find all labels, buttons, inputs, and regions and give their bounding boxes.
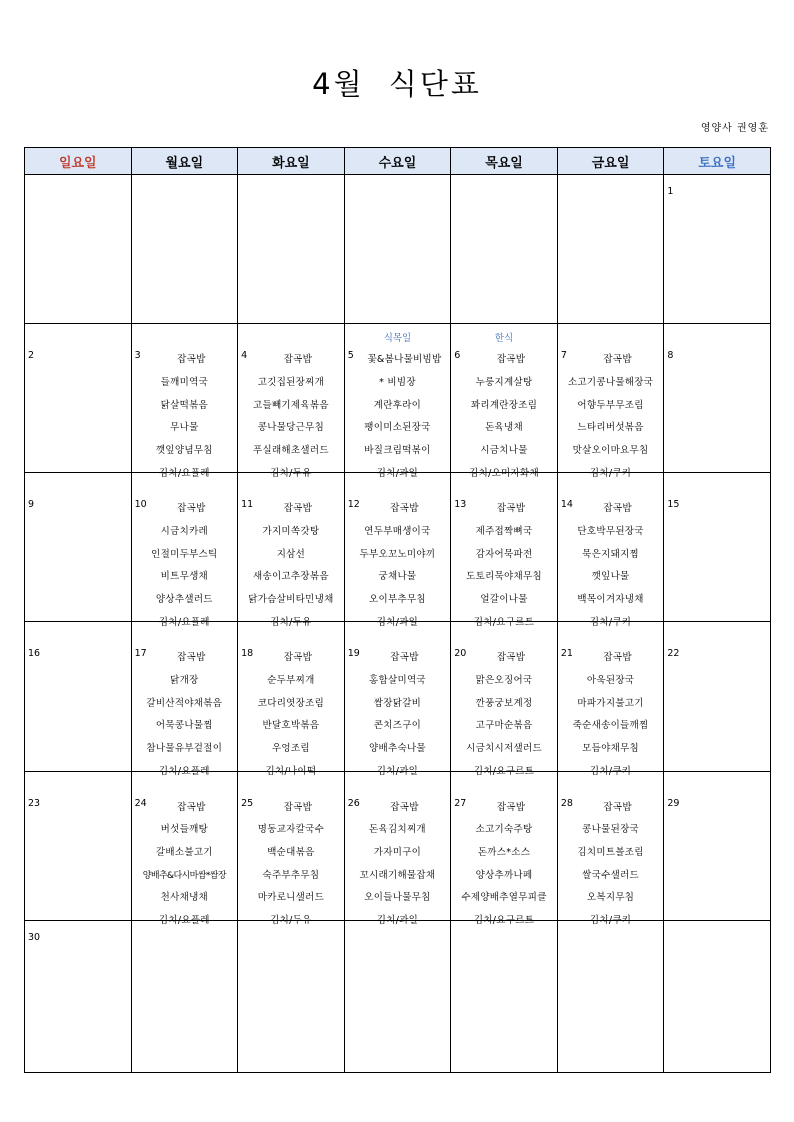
menu-item: 잡곡밥 (496, 503, 526, 515)
menu-item: 어묵콩나물찜 (155, 720, 213, 732)
day-cell-content (664, 473, 770, 621)
menu-item: 돈까스*소스 (477, 846, 531, 858)
menu-item: 제주접짝뼈국 (475, 525, 533, 537)
menu-item: 양배추숙나물 (369, 743, 426, 755)
menu-item: 잡곡밥 (283, 503, 313, 515)
menu-list (345, 647, 451, 783)
menu-item: 깻잎나물 (591, 571, 630, 583)
menu-item: 단호박무된장국 (577, 525, 644, 537)
day-cell (238, 920, 345, 1072)
menu-item: 모듬야채무침 (582, 743, 640, 755)
day-cell-content (238, 921, 344, 1072)
day-cell-content (451, 473, 557, 628)
day-number: 25 (241, 797, 254, 809)
menu-item: 참나물유부겉절이 (146, 743, 223, 755)
menu-item: 깻잎양념무침 (155, 444, 213, 456)
menu-item: 잡곡밥 (283, 354, 313, 366)
day-cell-content (451, 175, 557, 323)
menu-list (451, 647, 557, 783)
menu-item: 천사채냉채 (160, 892, 209, 904)
day-cell-content (345, 175, 451, 323)
menu-item: 우엉조림 (271, 743, 310, 755)
menu-item: 김치/쿠키 (589, 616, 632, 628)
day-cell (557, 920, 664, 1072)
menu-item: 양배추&다시마쌈*쌈장 (142, 870, 226, 881)
day-cell (25, 920, 132, 1072)
menu-item: 잡곡밥 (177, 503, 206, 515)
menu-item: 잡곡밥 (177, 801, 206, 813)
header-sunday: 일요일 (25, 148, 132, 175)
menu-item: 감자어묵파전 (475, 548, 533, 560)
day-number: 21 (560, 648, 573, 660)
menu-item: 가자미구이 (373, 846, 422, 858)
day-number: 17 (134, 648, 147, 660)
day-number: 23 (28, 797, 41, 809)
menu-item: 순두부찌개 (267, 675, 315, 687)
menu-item: 김치/쿠키 (589, 915, 632, 926)
day-cell (25, 473, 132, 622)
menu-list (132, 647, 238, 783)
menu-item: 맑은오징어국 (475, 675, 533, 687)
week-row (25, 920, 771, 1072)
menu-item: * 비빔장 (379, 376, 416, 388)
menu-list (345, 349, 451, 485)
day-cell-content (345, 324, 451, 479)
day-number: 5 (347, 350, 354, 362)
menu-item: 김치/과일 (376, 765, 419, 777)
menu-item: 꼬시래기해물잡채 (359, 869, 436, 881)
day-number: 4 (241, 350, 248, 362)
day-cell (451, 473, 558, 628)
week-row (25, 175, 771, 324)
day-cell (238, 622, 345, 777)
menu-item: 김치/요구르트 (473, 616, 535, 628)
menu-item: 백목이겨자냉채 (577, 594, 644, 606)
menu-item: 어향두부무조림 (577, 399, 644, 411)
day-cell-content (132, 473, 238, 628)
menu-item: 잡곡밥 (177, 652, 206, 664)
menu-item: 죽순새송이들깨찜 (572, 720, 649, 732)
day-cell-content (238, 772, 344, 926)
menu-item: 바질크림떡볶이 (364, 444, 431, 456)
day-cell (344, 324, 451, 479)
menu-item: 김치/요구르트 (473, 915, 535, 926)
day-cell-content (238, 175, 344, 323)
day-cell-content (664, 921, 770, 1072)
day-cell (25, 771, 132, 920)
day-number: 8 (667, 350, 674, 362)
menu-item: 김치/요플레 (158, 616, 210, 628)
menu-item: 고깃집된장찌개 (257, 376, 325, 388)
menu-item: 고구마순볶음 (475, 720, 533, 732)
menu-item: 지삼선 (276, 548, 306, 560)
day-cell-content (345, 921, 451, 1072)
menu-item: 김치미트볼조림 (577, 846, 644, 858)
menu-item: 도토리묵야채무침 (466, 571, 542, 583)
menu-list (558, 349, 664, 485)
menu-item: 잡곡밥 (603, 354, 632, 366)
nutritionist-label: 영양사 권영훈 (700, 123, 769, 134)
menu-item: 잡곡밥 (603, 503, 632, 515)
day-cell-content (25, 921, 131, 1072)
day-cell-content (132, 772, 238, 926)
day-cell-content (25, 175, 131, 323)
menu-list (558, 797, 664, 933)
day-number: 2 (28, 350, 35, 362)
menu-item: 돈육김치찌개 (369, 824, 426, 836)
day-number: 18 (241, 648, 254, 660)
day-cell-content (345, 622, 451, 777)
menu-list (345, 797, 451, 933)
menu-item: 고들빼기제육볶음 (252, 399, 329, 411)
menu-list (345, 498, 451, 634)
menu-item: 잡곡밥 (390, 652, 419, 664)
menu-item: 시금치시저샐러드 (466, 743, 542, 755)
menu-item: 두부오꼬노미야끼 (359, 548, 436, 560)
meal-calendar (24, 147, 771, 1073)
day-number: 16 (28, 648, 41, 660)
menu-item: 버섯들깨탕 (160, 824, 209, 836)
day-cell (664, 920, 771, 1072)
holiday-note: 식목일 (383, 333, 412, 345)
menu-item: 콩나물당근무침 (257, 422, 325, 434)
day-cell (557, 175, 664, 324)
menu-item: 들깨미역국 (160, 376, 209, 388)
day-number: 14 (560, 499, 573, 511)
day-cell-content (25, 324, 131, 472)
day-cell-content (451, 324, 557, 479)
header-tuesday: 화요일 (238, 148, 345, 175)
day-cell (238, 473, 345, 628)
day-cell-content (238, 324, 344, 479)
menu-item: 누룽지계살탕 (475, 376, 533, 388)
day-number: 3 (134, 350, 141, 362)
day-number: 1 (667, 186, 674, 197)
menu-item: 김치/나이떡 (265, 765, 317, 777)
day-cell (344, 473, 451, 628)
day-cell (664, 324, 771, 473)
menu-item: 꽃&봄나물비빔밥 (367, 354, 442, 366)
menu-item: 인절미두부스틱 (151, 548, 218, 560)
menu-item: 묵은지돼지찜 (582, 548, 640, 560)
day-number: 20 (454, 648, 467, 660)
menu-item: 잡곡밥 (496, 801, 526, 813)
menu-item: 맛살오이마요무침 (572, 444, 649, 456)
day-cell-content (451, 622, 557, 777)
day-cell-content (25, 622, 131, 770)
day-cell-content (238, 473, 344, 628)
week-row (25, 324, 771, 473)
day-number: 11 (241, 499, 254, 511)
day-cell-content (345, 473, 451, 628)
menu-item: 얼갈이나물 (480, 594, 528, 606)
menu-item: 닭가슴살비타민냉채 (248, 594, 334, 606)
day-cell-content (558, 622, 664, 777)
menu-item: 김치/요플레 (158, 915, 210, 926)
day-number: 19 (347, 648, 360, 660)
day-cell-content (558, 473, 664, 628)
day-cell-content (132, 622, 238, 777)
header-thursday: 목요일 (451, 148, 558, 175)
menu-item: 김치/요구르트 (473, 765, 535, 777)
menu-item: 잡곡밥 (390, 801, 419, 813)
menu-list (451, 797, 557, 933)
menu-item: 오이들나물무침 (364, 892, 431, 904)
day-cell (25, 622, 132, 771)
day-cell (131, 920, 238, 1072)
menu-item: 명동교자칼국수 (257, 824, 325, 836)
menu-list (451, 498, 557, 634)
menu-item: 양상추까나페 (475, 869, 533, 881)
menu-item: 김치/두유 (270, 616, 312, 628)
day-number: 13 (454, 499, 467, 511)
day-cell-content (25, 473, 131, 621)
day-cell (238, 175, 345, 324)
day-number: 26 (347, 797, 360, 809)
menu-item: 쌀국수샐러드 (582, 869, 640, 881)
menu-item: 오이부추무침 (369, 594, 426, 606)
day-cell-content (451, 921, 557, 1072)
day-cell (664, 771, 771, 920)
menu-item: 비트무생채 (160, 571, 209, 583)
day-cell (131, 175, 238, 324)
day-cell (451, 175, 558, 324)
menu-item: 마파가지불고기 (577, 697, 644, 709)
menu-item: 숙주부추무침 (262, 869, 320, 881)
menu-item: 쌈장닭갈비 (373, 697, 422, 709)
day-cell-content (558, 772, 664, 926)
menu-item: 궁채나물 (378, 571, 417, 583)
menu-item: 수제양배추열무피클 (461, 892, 547, 904)
menu-item: 느타리버섯볶음 (577, 422, 644, 434)
day-cell (664, 473, 771, 622)
day-cell-content (664, 622, 770, 770)
menu-item: 팽이미소된장국 (364, 422, 431, 434)
menu-item: 김치/요플레 (158, 467, 210, 479)
menu-item: 닭개장 (170, 675, 199, 687)
day-cell-content (558, 921, 664, 1072)
menu-item: 잡곡밥 (496, 354, 526, 366)
menu-item: 가지미쏙갓탕 (262, 525, 320, 537)
day-cell (557, 622, 664, 777)
menu-item: 푸실래해초샐러드 (252, 444, 329, 456)
menu-item: 백순대볶음 (267, 846, 315, 858)
day-number: 27 (454, 797, 467, 809)
day-cell (344, 771, 451, 926)
menu-item: 김치/쿠키 (589, 765, 632, 777)
day-cell (238, 324, 345, 479)
menu-item: 김치/과일 (376, 467, 419, 479)
day-number: 29 (667, 797, 680, 809)
menu-list (132, 349, 238, 485)
menu-item: 갈비산적야채볶음 (146, 697, 223, 709)
week-row (25, 622, 771, 771)
day-cell (238, 771, 345, 926)
day-cell-content (664, 772, 770, 920)
menu-item: 반달호박볶음 (262, 720, 320, 732)
day-cell-content (451, 772, 557, 926)
day-cell (557, 473, 664, 628)
day-cell-content (558, 324, 664, 479)
header-saturday: 토요일 (664, 148, 771, 175)
day-number: 28 (560, 797, 573, 809)
menu-item: 갈배소불고기 (155, 846, 213, 858)
day-cell (25, 175, 132, 324)
menu-item: 오복지무침 (586, 892, 635, 904)
day-cell-content (132, 324, 238, 479)
header-wednesday: 수요일 (344, 148, 451, 175)
menu-item: 홍합살미역국 (369, 675, 426, 687)
menu-item: 콩나물된장국 (582, 824, 640, 836)
menu-list (132, 498, 238, 634)
menu-item: 시금치카레 (160, 525, 209, 537)
week-row (25, 473, 771, 622)
day-cell (131, 473, 238, 628)
menu-list (451, 349, 557, 485)
menu-item: 김치/과일 (376, 616, 419, 628)
day-number: 22 (667, 648, 680, 660)
day-number: 7 (560, 350, 567, 362)
day-cell (557, 324, 664, 479)
menu-item: 꽈리계란장조림 (470, 399, 538, 411)
day-cell (344, 920, 451, 1072)
day-cell-content (238, 622, 344, 777)
menu-item: 잡곡밥 (496, 652, 526, 664)
day-cell (25, 324, 132, 473)
menu-item: 콘치즈구이 (373, 720, 422, 732)
menu-item: 잡곡밥 (603, 652, 632, 664)
day-cell-content (132, 175, 238, 323)
menu-item: 코다리엿장조림 (257, 697, 325, 709)
day-cell (131, 622, 238, 777)
menu-item: 소고기콩나물해장국 (567, 376, 654, 388)
menu-item: 김치/과일 (376, 915, 419, 926)
day-cell (557, 771, 664, 926)
menu-item: 김치/두유 (270, 467, 312, 479)
menu-item: 잡곡밥 (390, 503, 419, 515)
menu-list (238, 647, 344, 783)
day-cell-content (345, 772, 451, 926)
day-cell (131, 771, 238, 926)
menu-item: 마카로니샐러드 (257, 892, 325, 904)
menu-list (238, 498, 344, 634)
header-friday: 금요일 (557, 148, 664, 175)
day-number: 15 (667, 499, 680, 511)
day-cell (451, 920, 558, 1072)
menu-list (132, 797, 238, 933)
week-row (25, 771, 771, 920)
menu-item: 잡곡밥 (177, 354, 206, 366)
day-number: 24 (134, 797, 147, 809)
menu-item: 새송이고추장볶음 (252, 571, 329, 583)
day-cell (451, 771, 558, 926)
day-number: 10 (134, 499, 147, 511)
day-cell (344, 175, 451, 324)
holiday-note: 한식 (494, 333, 514, 345)
day-cell (664, 622, 771, 771)
menu-item: 돈육냉채 (485, 422, 523, 434)
day-cell-content (132, 921, 238, 1072)
day-cell (131, 324, 238, 479)
menu-item: 김치/두유 (270, 915, 312, 926)
day-cell-content (664, 175, 770, 323)
menu-item: 김치/쿠키 (589, 467, 632, 479)
menu-item: 잡곡밥 (283, 652, 313, 664)
day-cell (451, 324, 558, 479)
day-cell (344, 622, 451, 777)
day-cell-content (664, 324, 770, 472)
menu-item: 양상추샐러드 (155, 594, 213, 606)
header-monday: 월요일 (131, 148, 238, 175)
weekday-header-row (25, 148, 771, 175)
day-cell (664, 175, 771, 324)
day-number: 9 (28, 499, 35, 511)
menu-list (238, 797, 344, 933)
menu-list (558, 647, 664, 783)
menu-item: 소고기숙주탕 (475, 824, 533, 836)
day-cell (451, 622, 558, 777)
day-cell-content (558, 175, 664, 323)
menu-item: 닭살떡볶음 (160, 399, 209, 411)
menu-item: 김치/요플레 (158, 765, 210, 777)
day-number: 12 (347, 499, 360, 511)
day-cell-content (25, 772, 131, 920)
menu-list (558, 498, 664, 634)
menu-item: 계란후라이 (373, 399, 422, 411)
menu-item: 아욱된장국 (586, 675, 635, 687)
day-number: 6 (454, 350, 461, 362)
menu-item: 무나물 (170, 422, 199, 434)
menu-item: 연두부매생이국 (364, 525, 431, 537)
menu-item: 김치/오미자화채 (469, 467, 539, 479)
menu-list (238, 349, 344, 485)
menu-item: 잡곡밥 (283, 801, 313, 813)
page-title: 4월 식단표 (312, 67, 482, 101)
menu-item: 시금치나물 (480, 444, 528, 456)
day-number: 30 (28, 931, 41, 943)
menu-item: 잡곡밥 (603, 801, 632, 813)
menu-item: 깐풍궁보계정 (475, 697, 533, 709)
